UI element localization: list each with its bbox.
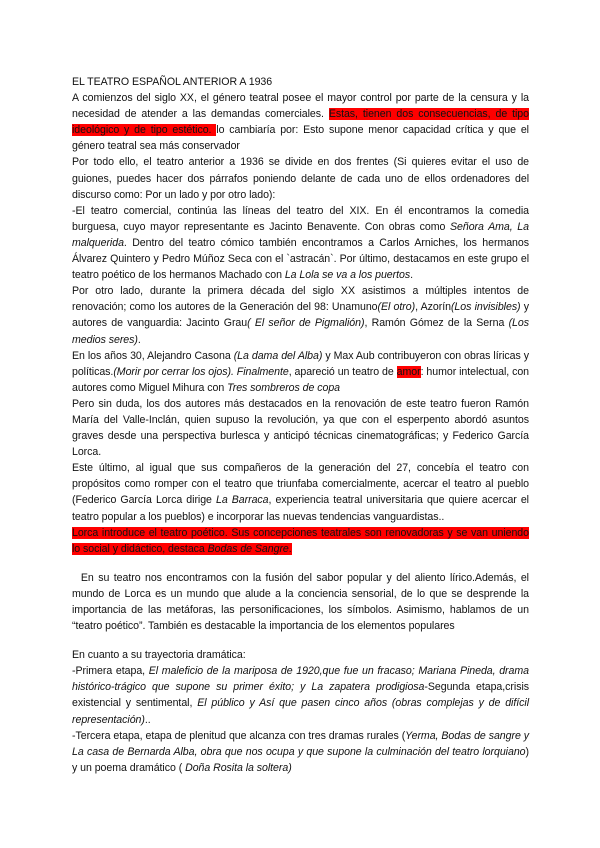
title-text: EL TEATRO ESPAÑOL ANTERIOR A 1936 <box>72 76 273 88</box>
paragraph-fusion: En su teatro nos encontramos con la fusión del sabor popular y del aliento lírico.Además, el mundo de Lorca es un mundo que alude a la conciencia sensorial, de lo que se desprende la importancia de las metáforas, las personificaciones, los símbolos. Asimismo, hablamos de un “teatro poético”. También es destacable la importancia de los elementos populares <box>72 571 532 633</box>
text-segment: . Dentro del teatro cómico también encontramos a Carlos Arniches, los hermanos Álvarez Quintero y Pedro Múñoz Seca con el `astracán`. Por último, destacamos en este grupo el teatro poético de los hermanos Machado con <box>72 236 529 282</box>
highlighted-text: Lorca introduce el teatro poético. Sus concepciones teatrales son renovadoras y se van uniendo lo social y didáctico, destaca <box>72 526 529 555</box>
work-title: La Barraca <box>216 494 269 507</box>
text-segment: -Primera etapa, <box>72 665 149 678</box>
work-title: Señora Ama, La malquerida <box>72 220 529 249</box>
document-body <box>72 74 532 776</box>
paragraph-lorca-poetic <box>72 525 529 557</box>
paragraph-stages-one-two <box>72 663 529 727</box>
highlighted-word: amor <box>396 365 421 378</box>
text-segment: . <box>137 333 141 346</box>
document-title <box>72 74 529 90</box>
blank-line <box>72 634 529 647</box>
intro-text: A comienzos del siglo XX, el género teatral posee el mayor control por parte de la censura y la necesidad de atender a las demandas comerciales. <box>72 92 529 121</box>
text-segment: Este último, al igual que sus compañeros de la generación del 27, concebía el teatro con propósitos como romper con el teatro que triunfaba comercialmente, acercar el teatro al pueblo (Federico García Lorca dirige <box>72 462 529 507</box>
text-segment: , apareció un teatro de <box>288 365 397 378</box>
text-segment: y Max Aub contribuyeron con obras líricas y políticas. <box>72 349 529 378</box>
text-segment: -Tercera etapa, etapa de plenitud que alcanza con tres dramas rurales ( <box>72 729 406 742</box>
text-segment: -El teatro comercial, continúa las líneas del teatro del XIX. En él encontramos la comedia burguesa, cuyo mayor representante es Jacinto Benavente. Con obras como <box>72 204 529 233</box>
paragraph-stage-three <box>72 728 529 776</box>
paragraph-renovation <box>72 283 529 347</box>
highlighted-text: Estas, tienen dos consecuencias, de tipo ideológico y de tipo estético. <box>72 108 529 137</box>
text-segment: Por otro lado, durante la primera década del siglo XX asistimos a múltiples intentos de renovación; como los autores de la Generación del 98: Unamuno <box>72 285 529 314</box>
paragraph-intro <box>72 90 529 154</box>
paragraph-commercial-theatre <box>72 203 529 283</box>
work-title: El maleficio de la mariposa de 1920,que fue un fracaso; Mariana Pineda, drama histórico-trágico que supone su primer éxito; y La zapatera prodigiosa <box>72 665 529 694</box>
text-segment: . <box>410 269 413 282</box>
paragraph-generation-27 <box>72 460 529 524</box>
highlighted-text: . <box>288 542 292 555</box>
text-segment: , Ramón Gómez de la Serna <box>364 317 509 330</box>
intro-after-text: lo cambiaría por: Esto supone menor capacidad crítica y que el género teatral sea más conservador <box>72 124 529 153</box>
work-title: Tres sombreros de copa <box>227 381 341 394</box>
work-title: Yerma, Bodas de sangre y La casa de Bernarda Alba, obra que nos ocupa y que supone la culminación del teatro lorquiano <box>72 729 529 758</box>
work-title: El público y Así que pasen cinco años (obras complejas y de difícil representación) <box>72 697 529 726</box>
work-title: (Los medios seres) <box>72 317 529 346</box>
text-segment: ) y un poema dramático ( <box>72 745 529 774</box>
paragraph-valle-lorca: Pero sin duda, los dos autores más destacados en la renovación de este teatro fueron Ramón María del Valle-Inclán, quien supuso la revolución, ya que con el esperpento abordó asuntos graves desde una perspectiva burlesca y anticipó técnicas cinematográficas; y Federico García Lorca. <box>72 397 529 459</box>
text-segment: -Segunda etapa,crisis existencial y sentimental, <box>72 681 529 710</box>
work-title: Doña Rosita la soltera) <box>185 761 292 774</box>
work-title: ( El señor de Pigmalión) <box>247 317 365 330</box>
paragraph-trajectory-heading: En cuanto a su trayectoria dramática: <box>72 649 246 662</box>
text-segment: y autores de vanguardia: Jacinto Grau <box>72 301 530 330</box>
work-title: (La dama del Alba) <box>233 349 323 362</box>
blank-line <box>72 557 529 570</box>
text-segment: , Azorín <box>415 301 451 314</box>
work-title: (Morir por cerrar los ojos). Finalmente <box>113 365 289 378</box>
work-title: (El otro) <box>377 301 416 314</box>
work-title: (Los invisibles) <box>450 301 521 314</box>
text-segment: .. <box>144 713 151 726</box>
paragraph-two-fronts: Por todo ello, el teatro anterior a 1936 se divide en dos frentes (Si quieres evitar el uso de guiones, puedes hacer dos párrafos poniendo delante de cada uno de ellos ordenadores del discurso como: Por un lado y por otro lado): <box>72 156 529 201</box>
highlighted-work-title: Bodas de Sangre <box>207 542 289 555</box>
text-segment: , experiencia teatral universitaria que quiere acercar el teatro popular a los pueblos) e incorporar las nuevas tendencias vanguardistas.. <box>72 494 529 523</box>
paragraph-thirties <box>72 348 529 396</box>
work-title: La Lola se va a los puertos <box>284 269 411 282</box>
text-segment: En los años 30, Alejandro Casona <box>72 349 234 362</box>
text-segment: : humor intelectual, con autores como Miguel Mihura con <box>72 365 529 394</box>
